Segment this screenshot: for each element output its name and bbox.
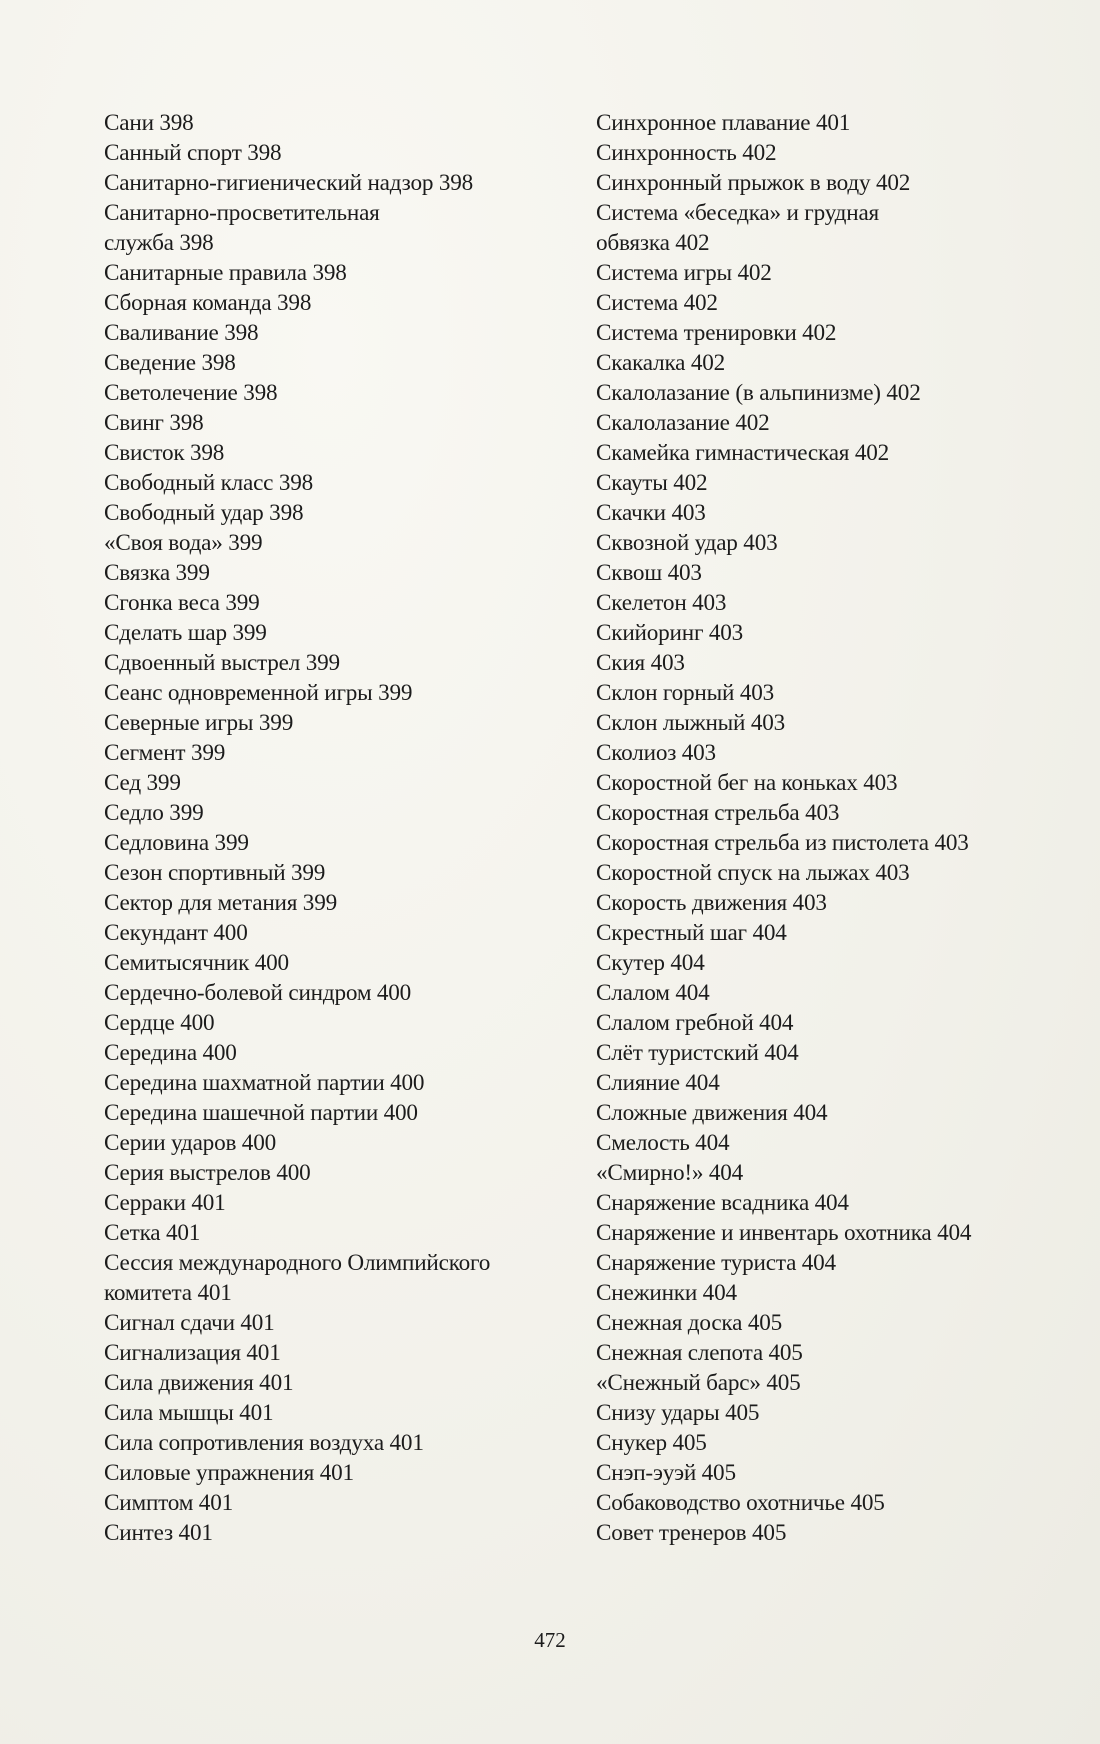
index-entry: Система тренировки 402 bbox=[596, 320, 837, 346]
index-entry: Сдвоенный выстрел 399 bbox=[104, 650, 340, 676]
index-entry: Слияние 404 bbox=[596, 1070, 720, 1096]
index-entry: Ския 403 bbox=[596, 650, 685, 676]
index-entry: Скийоринг 403 bbox=[596, 620, 744, 646]
index-entry: Скалолазание (в альпинизме) 402 bbox=[596, 380, 921, 406]
index-entry: Сила движения 401 bbox=[104, 1370, 294, 1396]
index-entry: Сделать шар 399 bbox=[104, 620, 267, 646]
index-entry: Система 402 bbox=[596, 290, 718, 316]
index-entry: Синхронность 402 bbox=[596, 140, 777, 166]
index-entry: Сигнал сдачи 401 bbox=[104, 1310, 275, 1336]
index-entry: Скакалка 402 bbox=[596, 350, 726, 376]
index-entry: Скорость движения 403 bbox=[596, 890, 827, 916]
index-entry: Санный спорт 398 bbox=[104, 140, 282, 166]
page-number: 472 bbox=[534, 1628, 566, 1652]
index-entry: Северные игры 399 bbox=[104, 710, 294, 736]
index-entry: Смелость 404 bbox=[596, 1130, 730, 1156]
index-entry: Синтез 401 bbox=[104, 1520, 213, 1546]
index-entry: Сила мышцы 401 bbox=[104, 1400, 274, 1426]
index-entry: Скалолазание 402 bbox=[596, 410, 770, 436]
index-entry: Собаководство охотничье 405 bbox=[596, 1490, 885, 1516]
index-entry: Сколиоз 403 bbox=[596, 740, 716, 766]
index-entry: Седло 399 bbox=[104, 800, 204, 826]
index-entry: Снаряжение туриста 404 bbox=[596, 1250, 836, 1276]
index-entry: служба 398 bbox=[104, 230, 214, 256]
index-entry: Снежная слепота 405 bbox=[596, 1340, 803, 1366]
index-entry: комитета 401 bbox=[104, 1280, 232, 1306]
index-entry: Снежная доска 405 bbox=[596, 1310, 782, 1336]
index-entry: Склон лыжный 403 bbox=[596, 710, 786, 736]
index-entry: Сигнализация 401 bbox=[104, 1340, 281, 1366]
index-entry: Симптом 401 bbox=[104, 1490, 233, 1516]
index-entry: Свободный удар 398 bbox=[104, 500, 304, 526]
index-entry: Семитысячник 400 bbox=[104, 950, 289, 976]
index-entry: Сектор для метания 399 bbox=[104, 890, 337, 916]
index-entry: Сед 399 bbox=[104, 770, 181, 796]
index-entry: Сани 398 bbox=[104, 110, 194, 136]
index-entry: Снаряжение всадника 404 bbox=[596, 1190, 849, 1216]
index-entry: Слёт туристский 404 bbox=[596, 1040, 799, 1066]
index-entry: Свободный класс 398 bbox=[104, 470, 314, 496]
index-entry: Снэп-эуэй 405 bbox=[596, 1460, 736, 1486]
index-entry: Серии ударов 400 bbox=[104, 1130, 276, 1156]
index-entry: Совет тренеров 405 bbox=[596, 1520, 787, 1546]
index-entry: Силовые упражнения 401 bbox=[104, 1460, 354, 1486]
index-entry: Сборная команда 398 bbox=[104, 290, 312, 316]
index-entry: Секундант 400 bbox=[104, 920, 248, 946]
index-entry: «Снежный барс» 405 bbox=[596, 1370, 801, 1396]
index-entry: Свисток 398 bbox=[104, 440, 225, 466]
index-entry: Сетка 401 bbox=[104, 1220, 201, 1246]
index-entry: Сила сопротивления воздуха 401 bbox=[104, 1430, 424, 1456]
index-entry: Середина шахматной партии 400 bbox=[104, 1070, 425, 1096]
index-entry: Сердечно-болевой синдром 400 bbox=[104, 980, 412, 1006]
index-entry: Синхронный прыжок в воду 402 bbox=[596, 170, 911, 196]
index-entry: Сквош 403 bbox=[596, 560, 702, 586]
index-entry: Скачки 403 bbox=[596, 500, 706, 526]
index-column-left bbox=[104, 108, 544, 1548]
index-entry: Снаряжение и инвентарь охотника 404 bbox=[596, 1220, 972, 1246]
index-entry: Скоростной бег на коньках 403 bbox=[596, 770, 898, 796]
index-entry: Сведение 398 bbox=[104, 350, 236, 376]
index-entry: Снежинки 404 bbox=[596, 1280, 737, 1306]
index-entry: «Своя вода» 399 bbox=[104, 530, 263, 556]
index-entry: Санитарные правила 398 bbox=[104, 260, 347, 286]
index-entry: Светолечение 398 bbox=[104, 380, 278, 406]
index-entry: Сложные движения 404 bbox=[596, 1100, 828, 1126]
index-entry: Сеанс одновременной игры 399 bbox=[104, 680, 413, 706]
index-entry: Скрестный шаг 404 bbox=[596, 920, 787, 946]
index-entry: Скоростной спуск на лыжах 403 bbox=[596, 860, 910, 886]
index-entry: Сквозной удар 403 bbox=[596, 530, 778, 556]
index-entry: Сгонка веса 399 bbox=[104, 590, 260, 616]
index-entry: Сердце 400 bbox=[104, 1010, 215, 1036]
index-entry: Свинг 398 bbox=[104, 410, 204, 436]
index-entry: Скелетон 403 bbox=[596, 590, 727, 616]
index-entry: Синхронное плавание 401 bbox=[596, 110, 851, 136]
index-entry: Скамейка гимнастическая 402 bbox=[596, 440, 890, 466]
index-entry: Слалом 404 bbox=[596, 980, 710, 1006]
index-entry: Середина шашечной партии 400 bbox=[104, 1100, 418, 1126]
index-entry: Связка 399 bbox=[104, 560, 210, 586]
index-entry: Середина 400 bbox=[104, 1040, 237, 1066]
index-entry: Система игры 402 bbox=[596, 260, 772, 286]
index-entry: Серия выстрелов 400 bbox=[104, 1160, 311, 1186]
index-entry: Скоростная стрельба 403 bbox=[596, 800, 840, 826]
index-entry: Сессия международного Олимпийского bbox=[104, 1250, 491, 1276]
index-entry: Седловина 399 bbox=[104, 830, 249, 856]
index-entry: Склон горный 403 bbox=[596, 680, 774, 706]
index-entry: Сегмент 399 bbox=[104, 740, 226, 766]
index-entry: Система «беседка» и грудная bbox=[596, 200, 880, 226]
index-entry: Скутер 404 bbox=[596, 950, 705, 976]
index-entry: Санитарно-гигиенический надзор 398 bbox=[104, 170, 474, 196]
index-entry: Скауты 402 bbox=[596, 470, 708, 496]
index-column-right bbox=[596, 108, 1066, 1548]
index-entry: Слалом гребной 404 bbox=[596, 1010, 794, 1036]
index-entry: Сезон спортивный 399 bbox=[104, 860, 326, 886]
index-entry: «Смирно!» 404 bbox=[596, 1160, 744, 1186]
index-entry: Снизу удары 405 bbox=[596, 1400, 760, 1426]
index-entry: Скоростная стрельба из пистолета 403 bbox=[596, 830, 969, 856]
index-entry: Снукер 405 bbox=[596, 1430, 707, 1456]
index-entry: обвязка 402 bbox=[596, 230, 710, 256]
index-entry: Серраки 401 bbox=[104, 1190, 226, 1216]
index-entry: Санитарно-просветительная bbox=[104, 200, 380, 226]
index-entry: Сваливание 398 bbox=[104, 320, 259, 346]
